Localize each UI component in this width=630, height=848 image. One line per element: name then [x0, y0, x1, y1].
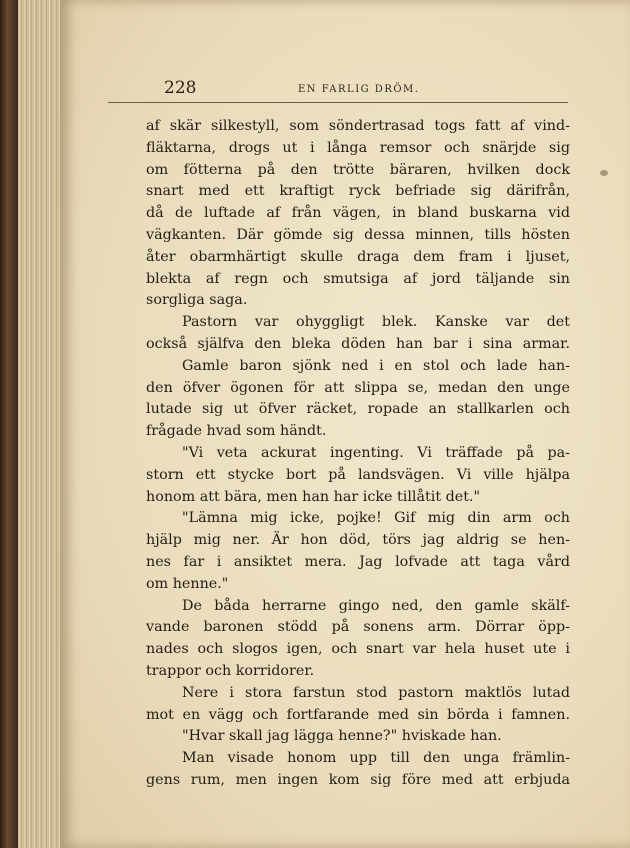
text-line [146, 290, 570, 312]
text-line [146, 639, 570, 661]
text-line-content: då de luftade af från vägen, in bland buskarna vid [146, 205, 570, 222]
running-head: EN FARLIG DRÖM. [298, 84, 420, 95]
text-line-content: vande baronen stödd på sonens arm. Dörrar öpp- [146, 619, 570, 636]
text-line [146, 378, 570, 400]
text-line-content: vägkanten. Där gömde sig dessa minnen, tills hösten [146, 226, 570, 243]
text-line [146, 661, 570, 683]
text-line [146, 421, 570, 443]
text-line [146, 399, 570, 421]
text-line-content: blekta af regn och smutsiga af jord täljande sin [146, 270, 570, 287]
text-line [146, 116, 570, 138]
text-line-content: snart med ett kraftigt ryck befriade sig därifrån, [146, 183, 570, 200]
text-line [146, 552, 570, 574]
text-line [146, 617, 570, 639]
text-line-content: trappor och korridorer. [146, 662, 315, 679]
text-line-content: "Vi veta ackurat ingenting. Vi träffade på pa- [182, 444, 570, 461]
text-line-content: mot en vägg och fortfarande med sin börda i famnen. [146, 706, 570, 723]
text-line [146, 574, 570, 596]
text-line [146, 465, 570, 487]
text-line-content: Pastorn var ohyggligt blek. Kanske var det [182, 314, 570, 331]
text-line [146, 487, 570, 509]
text-line [146, 312, 570, 334]
text-line-content: sorgliga saga. [146, 292, 248, 309]
text-line [146, 770, 570, 792]
text-line-content: nes far i ansiktet mera. Jag lofvade att taga vård [146, 553, 570, 570]
text-line [146, 269, 570, 291]
text-line-content: "Lämna mig icke, pojke! Gif mig din arm och [182, 510, 570, 527]
text-line [146, 530, 570, 552]
text-line-content: Man visade honom upp till den unga främlin- [182, 750, 570, 767]
text-line-content: nades och slogos igen, och snart var hela huset ute i [146, 641, 570, 658]
body-text [146, 116, 570, 792]
text-line-content: hjälp mig ner. Är hon död, törs jag aldrig se hen- [146, 532, 570, 549]
text-line [146, 683, 570, 705]
text-line [146, 160, 570, 182]
text-line-content: om henne." [146, 575, 229, 592]
text-line-content: storn ett stycke bort på landsvägen. Vi ville hjälpa [146, 466, 570, 483]
text-line-content: om fötterna på den trötte bäraren, hvilken dock [146, 161, 570, 178]
text-line [146, 247, 570, 269]
text-line [146, 203, 570, 225]
text-line [146, 181, 570, 203]
text-line-content: fläktarna, drogs ut i långa remsor och snärjde sig [146, 139, 570, 156]
text-line [146, 705, 570, 727]
text-line-content: Nere i stora farstun stod pastorn maktlös lutad [182, 684, 570, 701]
page-header [108, 78, 568, 103]
text-line-content: åter obarmhärtigt skulle draga dem fram i ljuset, [146, 248, 570, 265]
page-number: 228 [164, 78, 197, 98]
text-line-content: Gamle baron sjönk ned i en stol och lade han- [182, 357, 570, 374]
text-line [146, 748, 570, 770]
text-line-content: också själfva den bleka döden han bar i sina armar. [146, 335, 570, 352]
book-binding [0, 0, 18, 848]
text-line [146, 334, 570, 356]
text-line [146, 138, 570, 160]
text-line [146, 443, 570, 465]
text-line [146, 356, 570, 378]
text-line-content: frågade hvad som händt. [146, 423, 327, 440]
text-line-content: den öfver ögonen för att slippa se, medan den unge [146, 379, 570, 396]
text-line-content: "Hvar skall jag lägga henne?" hviskade han. [182, 728, 502, 745]
text-line [146, 596, 570, 618]
text-line [146, 726, 570, 748]
text-line-content: honom att bära, men han har icke tillåtit det." [146, 488, 481, 505]
text-line [146, 508, 570, 530]
text-line-content: af skär silkestyll, som söndertrasad togs fatt af vind- [146, 118, 570, 134]
text-line [146, 225, 570, 247]
text-line-content: lutade sig ut öfver räcket, ropade an stallkarlen och [146, 401, 570, 418]
text-line-content: De båda herrarne gingo ned, den gamle skälf- [182, 597, 570, 614]
paper-blemish [600, 170, 608, 176]
text-line-content: gens rum, men ingen kom sig före med att erbjuda [146, 771, 570, 788]
